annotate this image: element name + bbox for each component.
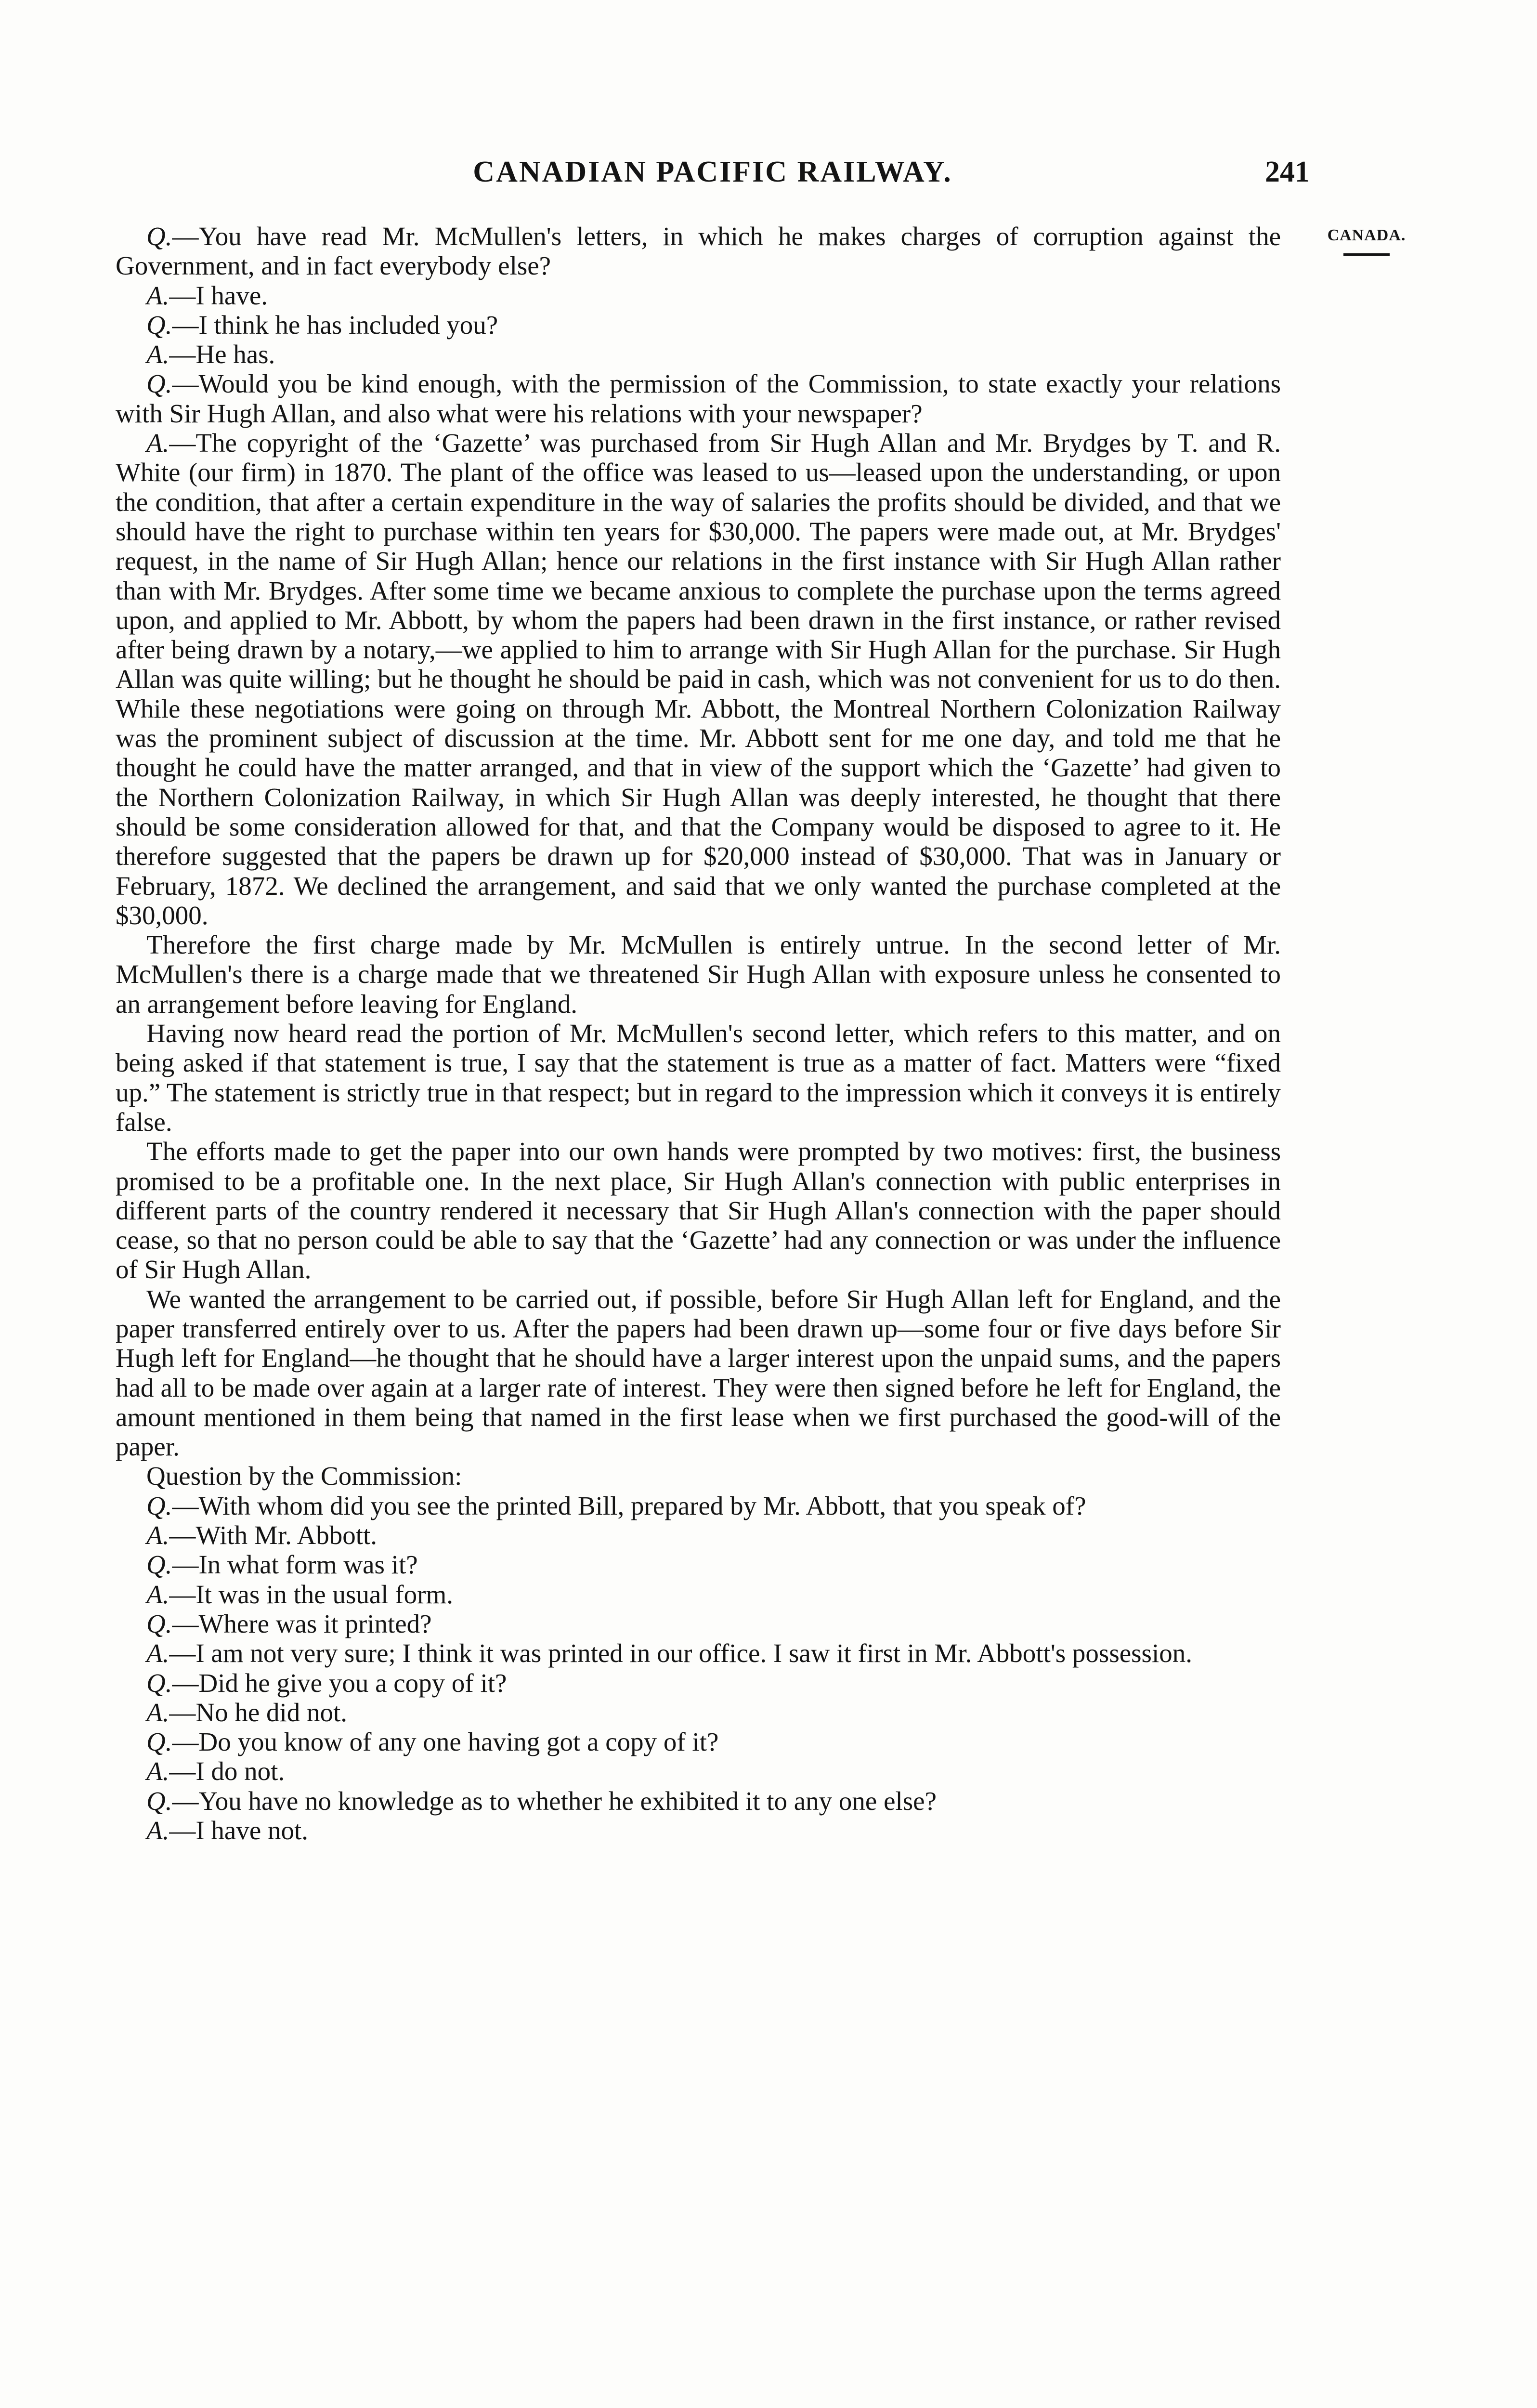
speaker-label: A. <box>146 1638 169 1668</box>
speaker-label: Q. <box>146 1491 172 1520</box>
paragraph-text: Having now heard read the portion of Mr. McMullen's second letter, which refers to this matter, and on being asked if that statement is true, I say that the statement is true as a matter of fact. Matters were “fixed up.” The statement is strictly true in that respect; but in regard to the impression which it conveys it is entirely false. <box>116 1019 1281 1137</box>
margin-note-rule <box>1343 253 1390 256</box>
paragraph-text: —Would you be kind enough, with the permission of the Commission, to state exactly your relations with Sir Hugh Allan, and also what were his relations with your newspaper? <box>116 369 1281 428</box>
margin-note <box>1323 226 1410 256</box>
paragraph-text: —You have no knowledge as to whether he exhibited it to any one else? <box>172 1786 937 1816</box>
paragraph-text: —I have. <box>169 280 268 310</box>
speaker-label: A. <box>146 1697 169 1727</box>
margin-note-label: CANADA. <box>1327 226 1406 244</box>
testimony-exchange <box>116 222 1281 281</box>
paragraph-text: —In what form was it? <box>172 1550 418 1580</box>
page-number: 241 <box>1265 156 1310 188</box>
paragraph-text: We wanted the arrangement to be carried out, if possible, before Sir Hugh Allan left for England, and the paper transferred entirely over to us. After the papers had been drawn up—some four or five days before Sir Hugh left for England—he thought that he should have a larger interest upon the unpaid sums, and the papers had all to be made over again at a larger rate of interest. They were then signed before he left for England, the amount mentioned in them being that named in the first lease when we first purchased the good-will of the paper. <box>116 1284 1281 1462</box>
paragraph-text: Therefore the first charge made by Mr. McMullen is entirely untrue. In the second letter of Mr. McMullen's there is a charge made that we threatened Sir Hugh Allan with exposure unless he consented to an arrangement before leaving for England. <box>116 930 1281 1019</box>
testimony-exchange <box>116 428 1281 930</box>
testimony-exchange <box>116 310 1281 340</box>
testimony-exchange <box>116 1816 1281 1845</box>
testimony-exchange <box>116 1698 1281 1727</box>
speaker-label: A. <box>146 428 169 458</box>
testimony-exchange <box>116 1638 1281 1668</box>
speaker-label: A. <box>146 280 169 310</box>
paragraph-text: —With Mr. Abbott. <box>169 1520 378 1550</box>
testimony-exchange <box>116 1727 1281 1756</box>
speaker-label: Q. <box>146 1668 172 1698</box>
testimony-exchange <box>116 281 1281 310</box>
speaker-label: Q. <box>146 1727 172 1757</box>
testimony-paragraph <box>116 930 1281 1019</box>
testimony-paragraph <box>116 1461 1281 1491</box>
paragraph-text: —Do you know of any one having got a copy of it? <box>172 1727 719 1757</box>
speaker-label: Q. <box>146 1786 172 1816</box>
speaker-label: A. <box>146 1756 169 1786</box>
testimony-paragraph <box>116 1284 1281 1462</box>
speaker-label: A. <box>146 1816 169 1845</box>
testimony-exchange <box>116 1520 1281 1550</box>
testimony-exchange <box>116 1756 1281 1786</box>
speaker-label: Q. <box>146 1609 172 1638</box>
page-header <box>116 155 1310 198</box>
testimony-exchange <box>116 1609 1281 1638</box>
paragraph-text: —With whom did you see the printed Bill, prepared by Mr. Abbott, that you speak of? <box>172 1491 1086 1520</box>
speaker-label: Q. <box>146 369 172 399</box>
paragraph-text: —The copyright of the ‘Gazette’ was purchased from Sir Hugh Allan and Mr. Brydges by T. and R. White (our firm) in 1870. The plant of the office was leased to us—leased upon the understanding, or upon the condition, that after a certain expenditure in the way of salaries the profits should be divided, and that we should have the right to purchase within ten years for $30,000. The papers were made out, at Mr. Brydges' request, in the name of Sir Hugh Allan; hence our relations in the first instance with Sir Hugh Allan rather than with Mr. Brydges. After some time we became anxious to complete the purchase upon the terms agreed upon, and applied to Mr. Abbott, by whom the papers had been drawn in the first instance, or rather revised after being drawn by a notary,—we applied to him to arrange with Sir Hugh Allan for the purchase. Sir Hugh Allan was quite willing; but he thought he should be paid in cash, which was not convenient for us to do then. While these negotiations were going on through Mr. Abbott, the Montreal Northern Colonization Railway was the prominent subject of discussion at the time. Mr. Abbott sent for me one day, and told me that he thought he could have the matter arranged, and that in view of the support which the ‘Gazette’ had given to the Northern Colonization Railway, in which Sir Hugh Allan was deeply interested, he thought that there should be some consideration allowed for that, and that the Company would be disposed to agree to it. He therefore suggested that the papers be drawn up for $20,000 instead of $30,000. That was in January or February, 1872. We declined the arrangement, and said that we only wanted the purchase completed at the $30,000. <box>116 428 1281 930</box>
paragraph-text: —He has. <box>169 340 275 369</box>
paragraph-text: Question by the Commission: <box>146 1461 462 1491</box>
paragraph-text: —Did he give you a copy of it? <box>172 1668 507 1698</box>
testimony-exchange <box>116 369 1281 428</box>
paragraph-text: —It was in the usual form. <box>169 1579 453 1609</box>
testimony-exchange <box>116 1491 1281 1520</box>
speaker-label: Q. <box>146 222 172 251</box>
paragraph-text: —Where was it printed? <box>172 1609 432 1638</box>
paragraph-text: —No he did not. <box>169 1697 348 1727</box>
paragraph-text: —I do not. <box>169 1756 285 1786</box>
paragraph-text: —I think he has included you? <box>172 310 498 340</box>
paragraph-text: —You have read Mr. McMullen's letters, in which he makes charges of corruption against the Government, and in fact everybody else? <box>116 222 1281 281</box>
running-title: CANADIAN PACIFIC RAILWAY. <box>473 156 952 188</box>
speaker-label: A. <box>146 340 169 369</box>
testimony-body <box>116 222 1281 1845</box>
testimony-exchange <box>116 1786 1281 1816</box>
paragraph-text: —I am not very sure; I think it was printed in our office. I saw it first in Mr. Abbott's possession. <box>169 1638 1192 1668</box>
testimony-exchange <box>116 340 1281 369</box>
speaker-label: Q. <box>146 310 172 340</box>
testimony-exchange <box>116 1580 1281 1609</box>
paragraph-text: The efforts made to get the paper into our own hands were prompted by two motives: first, the business promised to be a profitable one. In the next place, Sir Hugh Allan's connection with public enterprises in different parts of the country rendered it necessary that Sir Hugh Allan's connection with the paper should cease, so that no person could be able to say that the ‘Gazette’ had any connection or was under the influence of Sir Hugh Allan. <box>116 1137 1281 1284</box>
speaker-label: A. <box>146 1579 169 1609</box>
testimony-paragraph <box>116 1137 1281 1284</box>
paragraph-text: —I have not. <box>169 1816 309 1845</box>
testimony-exchange <box>116 1550 1281 1579</box>
testimony-paragraph <box>116 1019 1281 1137</box>
speaker-label: A. <box>146 1520 169 1550</box>
speaker-label: Q. <box>146 1550 172 1580</box>
testimony-exchange <box>116 1668 1281 1698</box>
